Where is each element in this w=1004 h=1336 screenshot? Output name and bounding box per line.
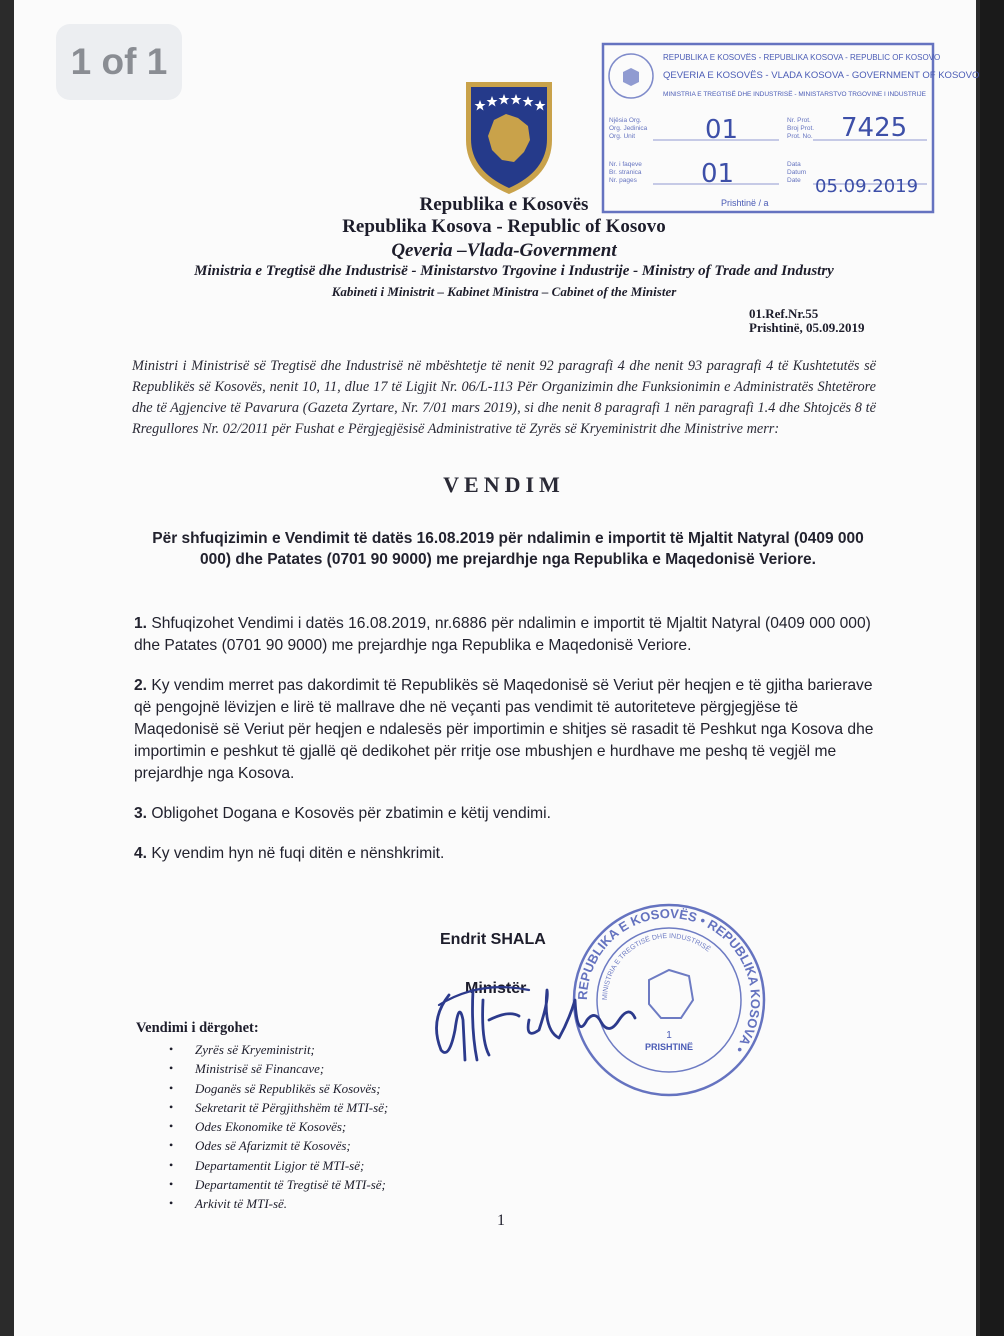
registration-stamp <box>601 42 980 214</box>
stamp-place: Prishtinë / a <box>721 198 769 208</box>
article-2 <box>134 675 879 785</box>
handwritten-signature <box>419 960 649 1080</box>
stamp-field-label: Br. stranica <box>609 169 642 176</box>
stamp-field-label: Org. Unit <box>609 133 636 140</box>
article-text: Obligohet Dogana e Kosovës për zbatimin e këtij vendimi. <box>151 805 551 822</box>
stamp-org-unit-value: 01 <box>705 115 739 145</box>
stamp-outer-text: REPUBLIKA E KOSOVËS • REPUBLIKA KOSOVA • <box>574 905 764 1056</box>
recipients-list <box>169 1040 388 1214</box>
article-1 <box>134 613 879 657</box>
stamp-date-value: 05.09.2019 <box>815 176 919 197</box>
stamp-field-label: Nr. Prot. <box>787 117 811 124</box>
page-number: 1 <box>497 1212 505 1229</box>
stamp-org-line-2: QEVERIA E KOSOVËS - VLADA KOSOVA - GOVERNMENT OF KOSOVO <box>663 70 980 81</box>
list-item: • Odes së Afarizmit të Kosovës; <box>169 1136 388 1155</box>
stamp-protocol-value: 7425 <box>841 113 908 143</box>
stamp-field-label: Data <box>787 161 801 168</box>
stamp-pages-value: 01 <box>701 159 735 189</box>
stamp-field-label: Prot. No. <box>787 133 813 140</box>
stamp-city: PRISHTINË <box>644 1042 694 1052</box>
stamp-field-label: Njësia Org. <box>609 117 642 124</box>
header-ministry: Ministria e Tregtisë dhe Industrisë - Ministarstvo Trgovine i Industrije - Ministry of Trade and Industry <box>194 263 834 279</box>
reference-number: 01.Ref.Nr.55 <box>749 306 819 321</box>
list-item: • Odes Ekonomike të Kosovës; <box>169 1117 388 1136</box>
article-text: Ky vendim merret pas dakordimit të Republikës së Maqedonisë së Veriut për heqjen e të gjitha barierave që pengojnë lëvizjen e lirë të mallrave dhe në veçanti pas vendimit të autoriteteve përgjegjëse të Maqedonisë së Veriut për heqjen e ndalesës për importimin e shitjes së rasadit të Peshkut nga Kosova dhe importimin e peshkut të gjallë që dedikohet për rritje ose mbushjen e hurdhave me peshq të vegjël me prejardhje nga Kosova. <box>134 677 874 782</box>
list-item: • Arkivit të MTI-së. <box>169 1194 388 1213</box>
article-4 <box>134 843 879 865</box>
place-date: Prishtinë, 05.09.2019 <box>749 320 865 335</box>
signatory-role: Ministër <box>465 980 527 997</box>
article-text: Ky vendim hyn në fuqi ditën e nënshkrimit. <box>151 845 445 862</box>
stamp-field-label: Date <box>787 177 801 184</box>
article-number: 1. <box>134 615 148 632</box>
header-cabinet: Kabineti i Ministrit – Kabinet Ministra – Cabinet of the Minister <box>331 284 677 299</box>
article-number: 4. <box>134 845 148 862</box>
list-item: • Doganës së Republikës së Kosovës; <box>169 1079 388 1098</box>
list-item: • Ministrisë së Financave; <box>169 1059 388 1078</box>
article-text: Shfuqizohet Vendimi i datës 16.08.2019, nr.6886 për ndalimin e importit të Mjaltit Natyral (0409 000 000) dhe Patates (0701 90 9000) me prejardhje nga Republika e Maqedonisë Veriore. <box>134 615 871 654</box>
stamp-field-label: Org. Jedinica <box>609 125 648 132</box>
list-item: • Departamentit Ligjor të MTI-së; <box>169 1156 388 1175</box>
list-item: • Departamentit të Tregtisë të MTI-së; <box>169 1175 388 1194</box>
recipients-heading: Vendimi i dërgohet: <box>136 1020 259 1036</box>
stamp-field-label: Nr. pages <box>609 177 637 184</box>
articles-list <box>134 613 879 883</box>
list-item: • Zyrës së Kryeministrit; <box>169 1040 388 1059</box>
kosovo-emblem-icon <box>460 78 558 196</box>
list-item: • Sekretarit të Përgjithshëm të MTI-së; <box>169 1098 388 1117</box>
header-line-2: Republika Kosova - Republic of Kosovo <box>342 216 666 237</box>
stamp-field-label: Datum <box>787 169 807 176</box>
page-indicator: 1 of 1 <box>56 24 182 100</box>
stamp-inner-text: MINISTRIA E TREGTISË DHE INDUSTRISË <box>601 932 712 1001</box>
decision-subject: Për shfuqizimin e Vendimit të datës 16.08.2019 për ndalimin e importit të Mjaltit Natyral (0409 000 000) dhe Patates (0701 90 9000) me prejardhje nga Republika e Maqedonisë Veriore. <box>152 530 864 568</box>
article-number: 2. <box>134 677 148 694</box>
document-title: VENDIM <box>443 472 565 497</box>
signatory-name: Endrit SHALA <box>440 931 546 948</box>
stamp-number: 1 <box>666 1030 672 1041</box>
stamp-org-line-1: REPUBLIKA E KOSOVËS - REPUBLIKA KOSOVA - REPUBLIC OF KOSOVO <box>663 53 941 62</box>
stamp-field-label: Nr. i faqeve <box>609 161 642 168</box>
article-number: 3. <box>134 805 148 822</box>
header-line-3: Qeveria –Vlada-Government <box>391 240 617 261</box>
stamp-field-label: Broj Prot. <box>787 125 815 132</box>
article-3 <box>134 803 879 825</box>
intro-paragraph: Ministri i Ministrisë së Tregtisë dhe Industrisë në mbështetje të nenit 92 paragrafi 4 dhe nenit 93 paragrafi 4 të Kushtetutës së Republikës së Kosovës, nenit 10, 11, dlue 17 të Ligjit Nr. 06/L-113 Për Organizimin dhe Funksionimin e Administratës Shtetërore dhe të Agjencive të Pavarura (Gazeta Zyrtare, Nr. 7/01 mars 2019), si dhe nenit 8 paragrafi 1 nën paragrafi 1.4 dhe Shtojcës 8 të Rregullores Nr. 02/2011 për Fushat e Përgjegjësisë Administrative të Zyrës së Kryeministrit dhe Ministrive merr: <box>132 358 876 437</box>
stamp-org-line-3: MINISTRIA E TREGTISË DHE INDUSTRISË - MINISTARSTVO TRGOVINE I INDUSTRIJE <box>663 91 926 98</box>
header-line-1: Republika e Kosovës <box>419 194 589 215</box>
